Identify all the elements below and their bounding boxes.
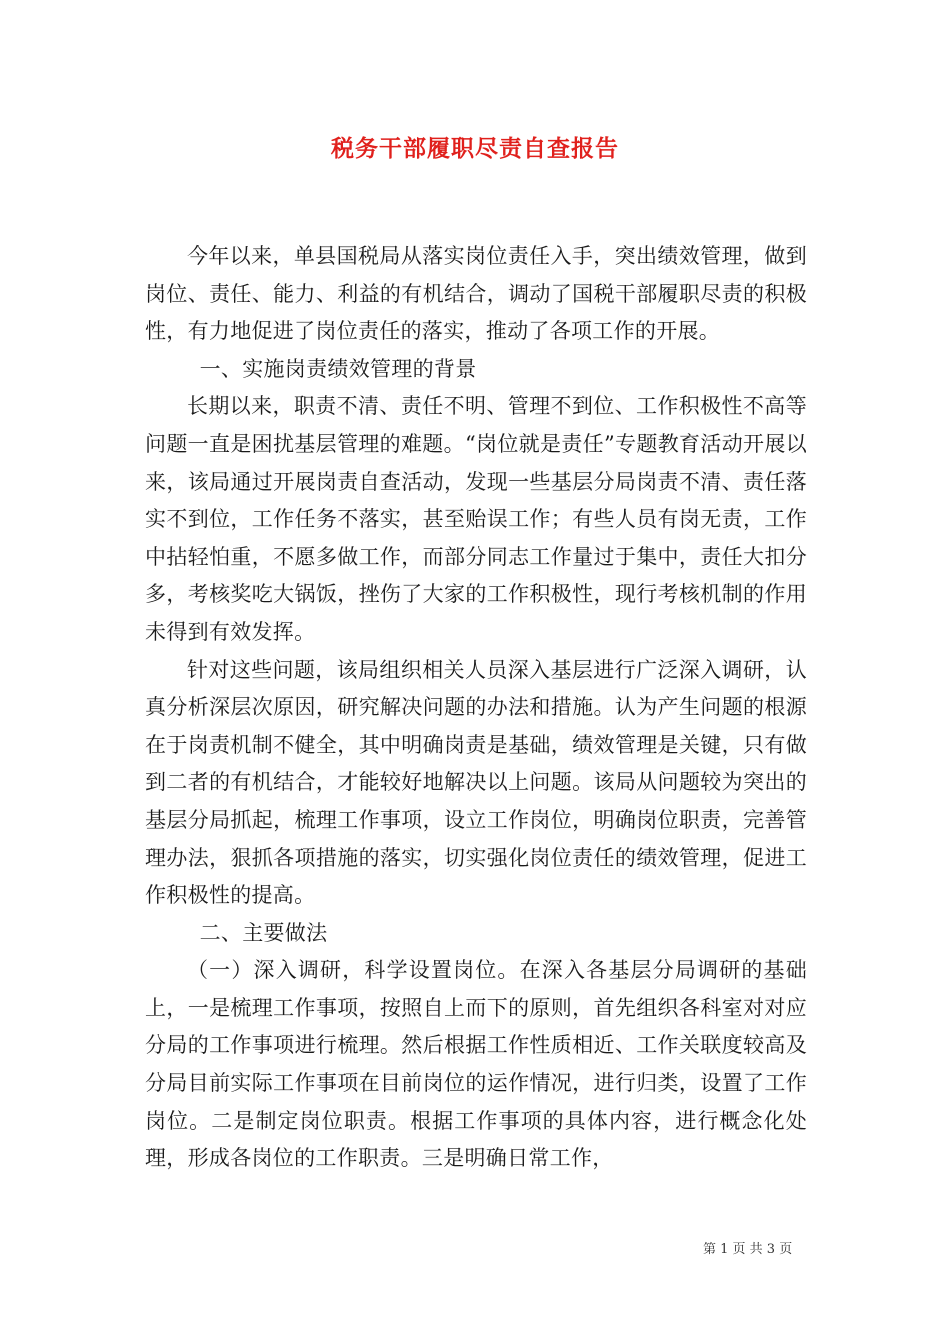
intro-paragraph: 今年以来，单县国税局从落实岗位责任入手，突出绩效管理，做到岗位、责任、能力、利益的有机结合，调动了国税干部履职尽责的积极性，有力地促进了岗位责任的落实，推动了各项工作的开展。 xyxy=(145,244,807,344)
methods-paragraph-1: （一）深入调研，科学设置岗位。在深入各基层分局调研的基础上，一是梳理工作事项，按照自上而下的原则，首先组织各科室对对应分局的工作事项进行梳理。然后根据工作性质相近、工作关联度较高及分局目前实际工作事项在目前岗位的运作情况，进行归类，设置了工作岗位。二是制定岗位职责。根据工作事项的具体内容，进行概念化处理，形成各岗位的工作职责。三是明确日常工作， xyxy=(145,958,807,1171)
background-paragraph-1: 长期以来，职责不清、责任不明、管理不到位、工作积极性不高等问题一直是困扰基层管理的难题。“岗位就是责任”专题教育活动开展以来，该局通过开展岗责自查活动，发现一些基层分局岗责不清、责任落实不到位，工作任务不落实，甚至贻误工作；有些人员有岗无责，工作中拈轻怕重，不愿多做工作，而部分同志工作量过于集中，责任大扣分多，考核奖吃大锅饭，挫伤了大家的工作积极性，现行考核机制的作用未得到有效发挥。 xyxy=(145,394,807,644)
section-heading-background: 一、实施岗责绩效管理的背景 xyxy=(199,356,477,381)
page-title: 税务干部履职尽责自查报告 xyxy=(331,135,619,162)
section-heading-methods: 二、主要做法 xyxy=(199,920,328,945)
page-number: 第 1 页 共 3 页 xyxy=(703,1242,793,1257)
document-body xyxy=(145,238,807,1178)
background-paragraph-2: 针对这些问题，该局组织相关人员深入基层进行广泛深入调研，认真分析深层次原因，研究解决问题的办法和措施。认为产生问题的根源在于岗责机制不健全，其中明确岗责是基础，绩效管理是关键，只有做到二者的有机结合，才能较好地解决以上问题。该局从问题较为突出的基层分局抓起，梳理工作事项，设立工作岗位，明确岗位职责，完善管理办法，狠抓各项措施的落实，切实强化岗位责任的绩效管理，促进工作积极性的提高。 xyxy=(145,657,807,908)
